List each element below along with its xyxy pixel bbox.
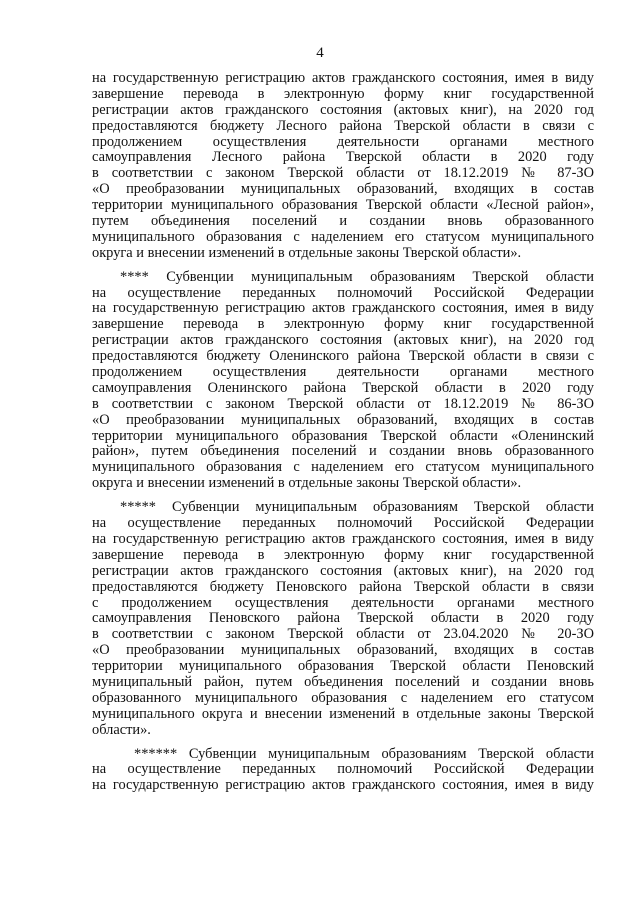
text-line: территории муниципального образования Тверской области Пеновский (92, 658, 594, 675)
paragraph (92, 71, 594, 262)
text-line: на государственную регистрацию актов гражданского состояния, имея в виду (92, 777, 594, 794)
text-line: в соответствии с законом Тверской области от 18.12.2019 № 87-ЗО (92, 165, 594, 182)
text-line: ****** Субвенции муниципальным образованиям Тверской области (134, 745, 594, 762)
text-line: продолжением осуществления деятельности органами местного (92, 133, 594, 150)
text-line: муниципального образования с наделением его статусом муниципального (92, 459, 594, 476)
document-body (92, 71, 594, 794)
text-line: завершение перевода в электронную форму книг государственной (92, 546, 594, 563)
text-line: завершение перевода в электронную форму книг государственной (92, 85, 594, 102)
page-number: 4 (316, 45, 324, 61)
text-line: ***** Субвенции муниципальным образованиям Тверской области (120, 499, 594, 516)
text-line: с продолжением осуществления деятельности органами местного (92, 594, 594, 611)
text-line: округа и внесении изменений в отдельные законы Тверской области». (92, 475, 522, 492)
paragraph (92, 500, 594, 738)
text-line: «О преобразовании муниципальных образований, входящих в состав (92, 181, 594, 198)
text-line: на государственную регистрацию актов гражданского состояния, имея в виду (92, 70, 594, 86)
text-line: округа и внесении изменений в отдельные законы Тверской области». (92, 244, 522, 261)
text-line: на государственную регистрацию актов гражданского состояния, имея в виду (92, 530, 594, 547)
text-line: самоуправления Лесного района Тверской области в 2020 году (92, 149, 594, 166)
text-line: области». (92, 721, 151, 738)
text-line: путем объединения поселений и создании вновь образованного (92, 213, 594, 230)
text-line: территории муниципального образования Тверской области «Лесной район», (92, 197, 594, 214)
text-line: регистрации актов гражданского состояния (актовых книг), на 2020 год (92, 332, 594, 349)
text-line: на осуществление переданных полномочий Российской Федерации (92, 515, 594, 532)
text-line: муниципального образования с наделением его статусом муниципального (92, 228, 594, 245)
text-line: «О преобразовании муниципальных образований, входящих в состав (92, 411, 594, 428)
text-line: завершение перевода в электронную форму книг государственной (92, 316, 594, 333)
text-line: в соответствии с законом Тверской области от 23.04.2020 № 20-ЗО (92, 626, 594, 643)
text-line: регистрации актов гражданского состояния (актовых книг), на 2020 год (92, 101, 594, 118)
text-line: самоуправления Пеновского района Тверской области в 2020 году (92, 610, 594, 627)
text-line: предоставляются бюджету Пеновского района Тверской области в связи (92, 578, 594, 595)
paragraph (92, 270, 594, 492)
text-line: продолжением осуществления деятельности органами местного (92, 364, 594, 381)
text-line: регистрации актов гражданского состояния (актовых книг), на 2020 год (92, 562, 594, 579)
text-line: на осуществление переданных полномочий Российской Федерации (92, 761, 594, 778)
text-line: район», путем объединения поселений и создании вновь образованного (92, 443, 594, 460)
text-line: предоставляются бюджету Оленинского района Тверской области в связи с (92, 348, 594, 365)
text-line: предоставляются бюджету Лесного района Тверской области в связи с (92, 117, 594, 134)
text-line: «О преобразовании муниципальных образований, входящих в состав (92, 642, 594, 659)
text-line: на государственную регистрацию актов гражданского состояния, имея в виду (92, 300, 594, 317)
text-line: муниципального округа и внесении изменений в отдельные законы Тверской (92, 705, 594, 722)
text-line: **** Субвенции муниципальным образованиям Тверской области (120, 268, 594, 285)
text-line: муниципальный район, путем объединения поселений и создании вновь (92, 673, 594, 690)
text-line: образованного муниципального образования с наделением его статусом (92, 689, 594, 706)
paragraph (92, 747, 594, 795)
text-line: в соответствии с законом Тверской области от 18.12.2019 № 86-ЗО (92, 395, 594, 412)
text-line: самоуправления Оленинского района Тверской области в 2020 году (92, 379, 594, 396)
text-line: на осуществление переданных полномочий Российской Федерации (92, 284, 594, 301)
text-line: территории муниципального образования Тверской области «Оленинский (92, 427, 594, 444)
